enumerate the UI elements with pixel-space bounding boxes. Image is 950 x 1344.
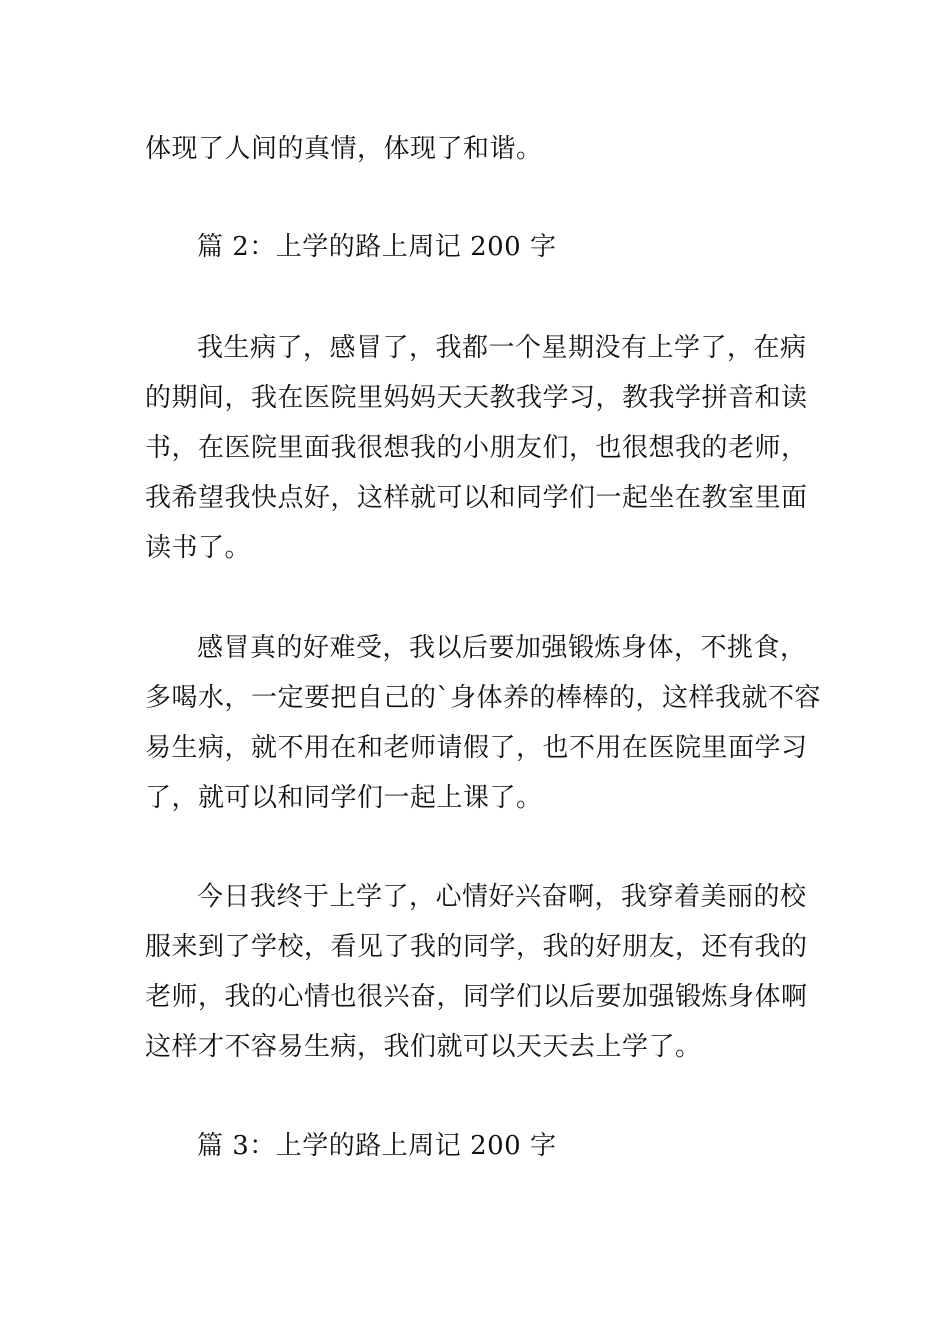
text-line: 服来到了学校，看见了我的同学，我的好朋友，还有我的 xyxy=(145,932,808,962)
text-line: 这样才不容易生病，我们就可以天天去上学了。 xyxy=(145,1032,702,1062)
text-line: 易生病，就不用在和老师请假了，也不用在医院里面学习 xyxy=(145,733,808,763)
text-line: 多喝水，一定要把自己的`身体养的棒棒的，这样我就不容 xyxy=(145,683,822,713)
text-line: 读书了。 xyxy=(145,533,252,563)
text-line: 了，就可以和同学们一起上课了。 xyxy=(145,783,543,813)
text-line: 老师，我的心情也很兴奋，同学们以后要加强锻炼身体啊 xyxy=(145,982,808,1012)
text-line: 感冒真的好难受，我以后要加强锻炼身体，不挑食， xyxy=(197,633,807,663)
section-heading: 篇 3：上学的路上周记 200 字 xyxy=(197,1131,557,1161)
text-line: 体现了人间的真情，体现了和谐。 xyxy=(145,134,543,164)
text-line: 书，在医院里面我很想我的小朋友们，也很想我的老师， xyxy=(145,433,808,463)
text-line: 我生病了，感冒了，我都一个星期没有上学了，在病 xyxy=(197,333,807,363)
text-line: 的期间，我在医院里妈妈天天教我学习，教我学拼音和读 xyxy=(145,383,808,413)
text-line: 今日我终于上学了，心情好兴奋啊，我穿着美丽的校 xyxy=(197,882,807,912)
section-heading: 篇 2：上学的路上周记 200 字 xyxy=(197,232,557,262)
text-line: 我希望我快点好，这样就可以和同学们一起坐在教室里面 xyxy=(145,483,808,513)
